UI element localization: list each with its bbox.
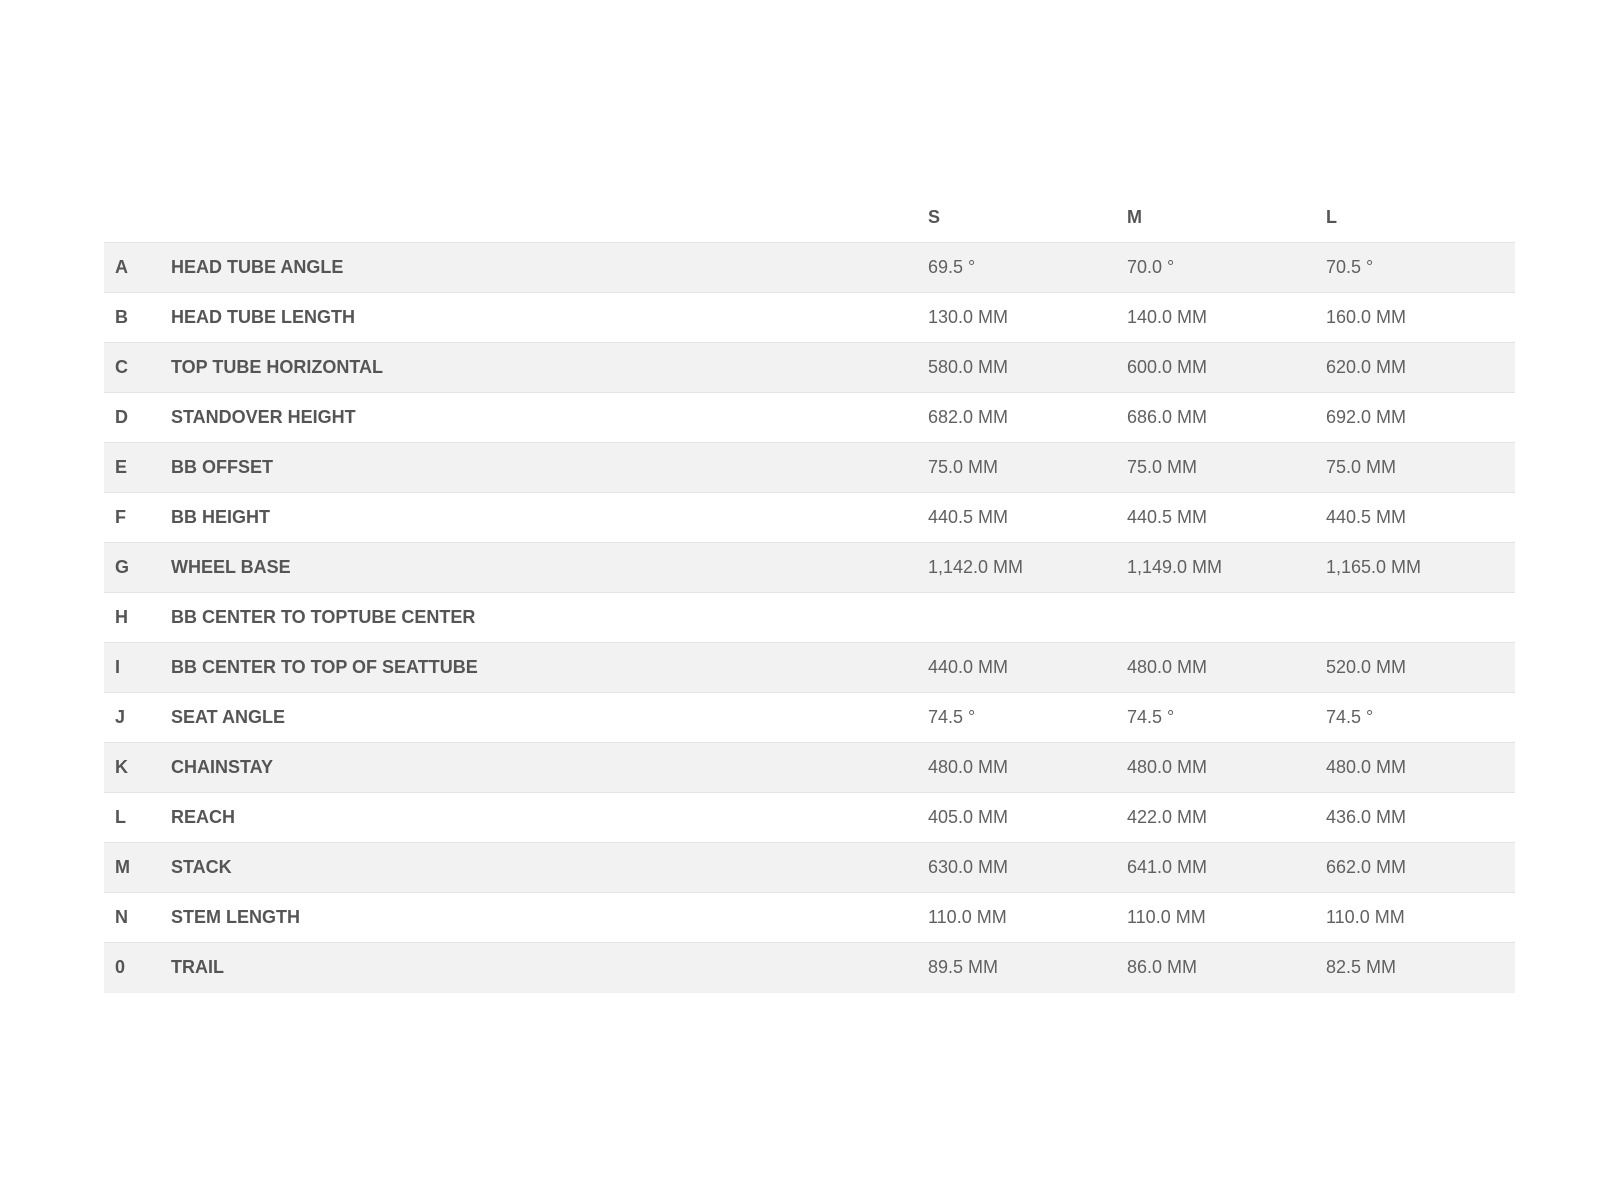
row-value-size-l: 74.5 ° xyxy=(1326,707,1374,727)
table-row xyxy=(104,943,1515,993)
row-measurement-name: STANDOVER HEIGHT xyxy=(171,407,356,427)
row-measurement-name: HEAD TUBE ANGLE xyxy=(171,257,344,277)
row-value-size-l: 82.5 MM xyxy=(1326,957,1397,978)
table-row xyxy=(104,293,1515,343)
row-letter: K xyxy=(115,757,128,777)
row-value-size-l: 662.0 MM xyxy=(1326,857,1407,877)
row-value-size-l: 70.5 ° xyxy=(1326,257,1374,277)
row-value-size-m: 140.0 MM xyxy=(1127,307,1208,327)
header-blank-name xyxy=(171,192,918,243)
row-value-size-m: 641.0 MM xyxy=(1127,857,1208,877)
row-letter: L xyxy=(115,807,126,827)
row-measurement-name: STACK xyxy=(171,857,232,877)
row-letter: F xyxy=(115,507,126,527)
row-letter: M xyxy=(115,857,130,877)
row-value-size-l: 480.0 MM xyxy=(1326,757,1407,777)
row-value-size-m: 86.0 MM xyxy=(1127,957,1198,978)
row-value-size-l xyxy=(1316,593,1515,643)
row-measurement-name: REACH xyxy=(171,807,236,827)
row-value-size-s: 110.0 MM xyxy=(928,907,1007,927)
row-letter: A xyxy=(115,257,128,277)
row-value-size-s: 69.5 ° xyxy=(928,257,976,277)
row-value-size-m: 600.0 MM xyxy=(1127,357,1208,377)
row-value-size-l: 620.0 MM xyxy=(1326,357,1407,377)
row-value-size-s: 130.0 MM xyxy=(928,307,1009,327)
row-measurement-name: WHEEL BASE xyxy=(171,557,291,577)
row-value-size-l: 110.0 MM xyxy=(1326,907,1405,927)
row-letter: C xyxy=(115,357,128,377)
row-value-size-m: 440.5 MM xyxy=(1127,507,1208,527)
header-blank-letter xyxy=(104,192,171,243)
row-value-size-s: 75.0 MM xyxy=(928,457,999,477)
row-measurement-name: BB CENTER TO TOP OF SEATTUBE xyxy=(171,657,478,677)
row-value-size-s: 1,142.0 MM xyxy=(928,557,1024,577)
row-value-size-l: 75.0 MM xyxy=(1326,457,1397,477)
row-value-size-s: 440.0 MM xyxy=(928,657,1009,677)
table-body xyxy=(104,243,1515,993)
row-letter: G xyxy=(115,557,130,577)
row-letter: J xyxy=(115,707,126,727)
row-measurement-name: TOP TUBE HORIZONTAL xyxy=(171,357,384,377)
row-value-size-m: 480.0 MM xyxy=(1127,657,1208,677)
table-row xyxy=(104,643,1515,693)
table-row xyxy=(104,893,1515,943)
row-value-size-m: 480.0 MM xyxy=(1127,757,1208,777)
row-value-size-s: 480.0 MM xyxy=(928,757,1009,777)
row-value-size-l: 160.0 MM xyxy=(1326,307,1407,327)
row-letter: B xyxy=(115,307,128,327)
row-value-size-m: 74.5 ° xyxy=(1127,707,1175,727)
row-measurement-name: BB HEIGHT xyxy=(171,507,270,527)
row-value-size-m: 422.0 MM xyxy=(1127,807,1208,827)
header-size-l: L xyxy=(1326,206,1337,227)
row-value-size-s: 580.0 MM xyxy=(928,357,1009,377)
row-value-size-s: 74.5 ° xyxy=(928,707,976,727)
row-value-size-m: 686.0 MM xyxy=(1127,407,1208,427)
row-letter: E xyxy=(115,457,128,477)
table-row xyxy=(104,443,1515,493)
table-row xyxy=(104,843,1515,893)
header-size-s: S xyxy=(928,206,941,227)
row-measurement-name: SEAT ANGLE xyxy=(171,707,286,727)
row-value-size-s: 89.5 MM xyxy=(928,957,999,978)
row-value-size-l: 1,165.0 MM xyxy=(1326,557,1422,577)
row-value-size-s: 405.0 MM xyxy=(928,807,1009,827)
row-value-size-m: 110.0 MM xyxy=(1127,907,1206,927)
row-value-size-l: 692.0 MM xyxy=(1326,407,1407,427)
geometry-table xyxy=(104,192,1515,993)
row-value-size-s: 630.0 MM xyxy=(928,857,1009,877)
row-measurement-name: TRAIL xyxy=(171,957,224,978)
row-value-size-s: 682.0 MM xyxy=(928,407,1009,427)
header-row xyxy=(104,192,1515,243)
row-letter: N xyxy=(115,907,128,927)
row-measurement-name: BB OFFSET xyxy=(171,457,273,477)
row-value-size-m: 75.0 MM xyxy=(1127,457,1198,477)
table-row xyxy=(104,543,1515,593)
row-value-size-m: 1,149.0 MM xyxy=(1127,557,1223,577)
row-letter: D xyxy=(115,407,128,427)
row-letter: 0 xyxy=(115,957,126,978)
table-row xyxy=(104,793,1515,843)
row-value-size-l: 440.5 MM xyxy=(1326,507,1407,527)
table-row xyxy=(104,493,1515,543)
row-measurement-name: HEAD TUBE LENGTH xyxy=(171,307,355,327)
table-row xyxy=(104,593,1515,643)
table-row xyxy=(104,743,1515,793)
row-value-size-m: 70.0 ° xyxy=(1127,257,1175,277)
row-letter: H xyxy=(115,607,128,627)
row-value-size-m xyxy=(1117,593,1316,643)
row-value-size-l: 520.0 MM xyxy=(1326,657,1407,677)
table-row xyxy=(104,693,1515,743)
row-value-size-s: 440.5 MM xyxy=(928,507,1009,527)
row-letter: I xyxy=(115,657,121,677)
row-measurement-name: BB CENTER TO TOPTUBE CENTER xyxy=(171,607,476,627)
row-value-size-s xyxy=(918,593,1117,643)
row-value-size-l: 436.0 MM xyxy=(1326,807,1407,827)
row-measurement-name: STEM LENGTH xyxy=(171,907,300,927)
table-row xyxy=(104,393,1515,443)
header-size-m: M xyxy=(1127,206,1142,227)
table-header xyxy=(104,192,1515,243)
table-row xyxy=(104,343,1515,393)
row-measurement-name: CHAINSTAY xyxy=(171,757,274,777)
table-row xyxy=(104,243,1515,293)
